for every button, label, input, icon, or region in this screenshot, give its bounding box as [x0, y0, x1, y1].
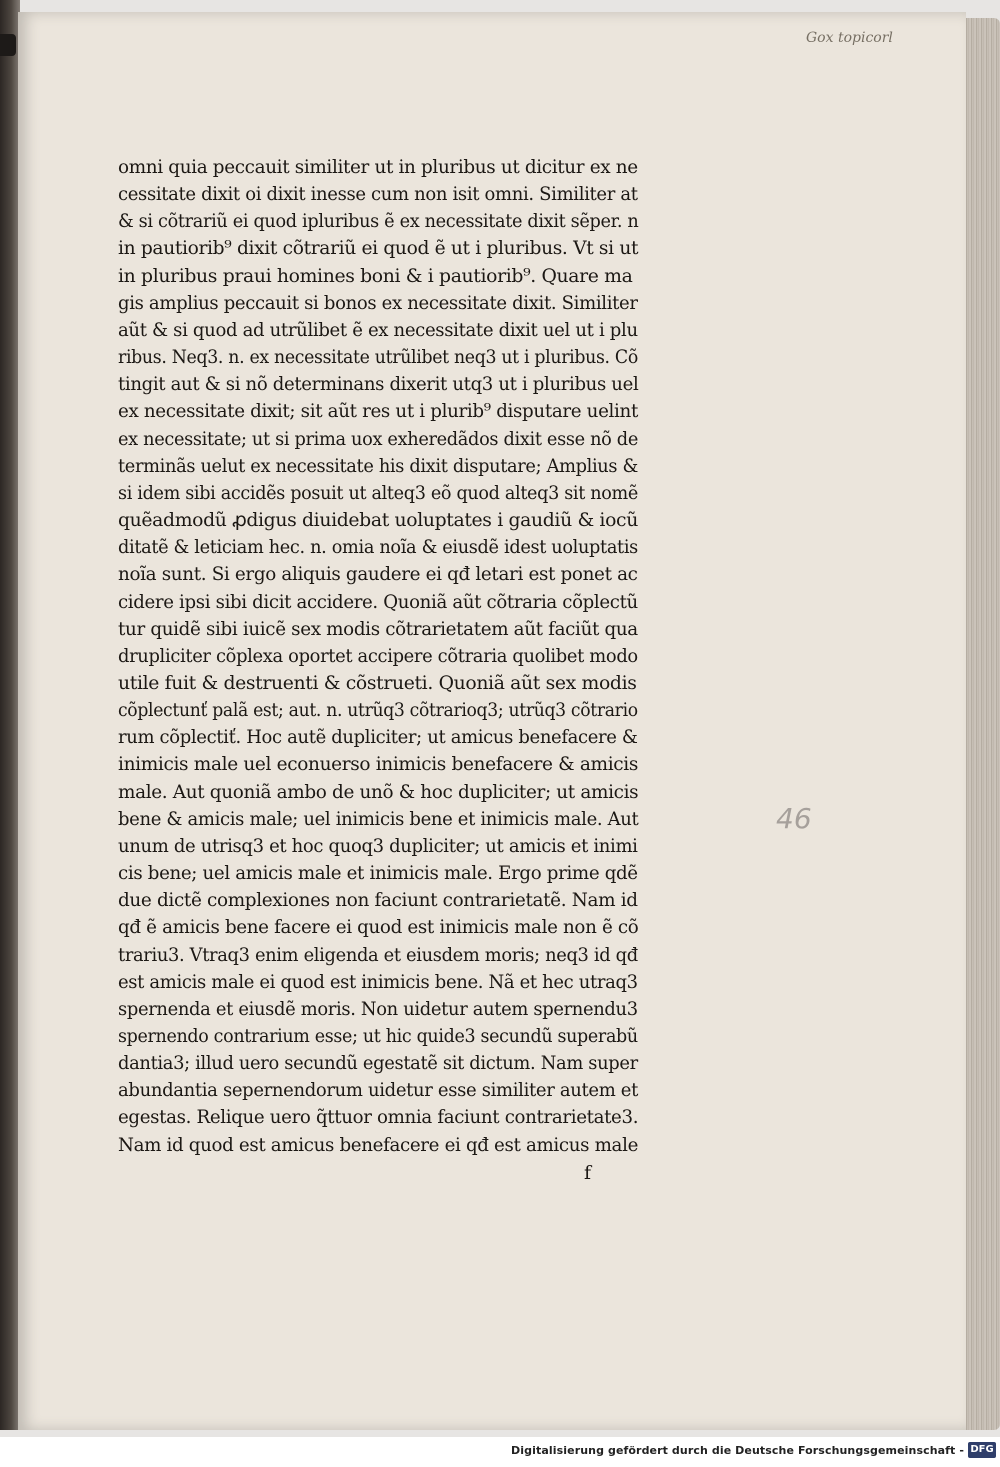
text-line: abundantia sepernendorum uidetur esse similiter autem et	[118, 1080, 638, 1102]
text-line: drupliciter cõplexa oportet accipere cõtraria quolibet modo	[118, 645, 638, 667]
text-line: utile fuit & destruenti & cõstrueti. Quoniã aũt sex modis	[118, 672, 637, 694]
signature-mark: f	[584, 1162, 592, 1184]
text-line: cis bene; uel amicis male et inimicis male. Ergo prime qdẽ	[118, 863, 638, 885]
text-line: est amicis male ei quod est inimicis bene. Nã et hec utraq3	[118, 971, 638, 993]
footer-bar	[0, 1437, 1000, 1467]
text-line: bene & amicis male; uel inimicis bene et inimicis male. Aut	[118, 808, 639, 830]
text-line: terminãs uelut ex necessitate his dixit disputare; Amplius &	[118, 455, 638, 477]
text-line: omni quia peccauit similiter ut in pluribus ut dicitur ex ne	[118, 157, 638, 178]
text-line: due dictẽ complexiones non faciunt contrarietatẽ. Nam id	[118, 890, 638, 912]
text-line: rum cõplectiť. Hoc autẽ dupliciter; ut amicus benefacere &	[118, 727, 638, 749]
text-line: trariu3. Vtraq3 enim eligenda et eiusdem moris; neq3 id qđ	[118, 944, 638, 966]
printed-text-block	[118, 154, 638, 1159]
book-spine-edge	[0, 0, 20, 1430]
text-line: noĩa sunt. Si ergo aliquis gaudere ei qđ letari est ponet ac	[118, 564, 638, 586]
text-line: aũt & si quod ad utrũlibet ẽ ex necessitate dixit uel ut i plu	[118, 319, 638, 341]
text-line: male. Aut quoniã ambo de unõ & hoc dupliciter; ut amicis	[118, 781, 639, 803]
page-stack-edge	[962, 18, 1000, 1430]
text-line: dantia3; illud uero secundũ egestatẽ sit dictum. Nam super	[118, 1053, 638, 1075]
text-line: ditatẽ & leticiam hec. n. omia noĩa & eiusdẽ idest uoluptatis	[118, 537, 638, 559]
text-line: ribus. Neq3. n. ex necessitate utrũlibet neq3 ut i pluribus. Cõ	[118, 347, 638, 369]
handwritten-folio-number: 46	[776, 802, 812, 835]
text-line: ex necessitate; ut si prima uox exheredãdos dixit esse nõ de	[118, 428, 638, 450]
text-line: in pluribus praui homines boni & i pautiorib⁹. Quare ma	[118, 265, 633, 287]
text-line: cessitate dixit oi dixit inesse cum non isit omni. Similiter at	[118, 184, 638, 206]
text-line: gis amplius peccauit si bonos ex necessitate dixit. Similiter	[118, 292, 638, 314]
text-line: unum de utrisq3 et hoc quoq3 dupliciter; ut amicis et inimi	[118, 835, 638, 857]
handwritten-annotation-top: Gox topicorl	[806, 30, 893, 46]
text-line: qđ ẽ amicis bene facere ei quod est inimicis male non ẽ cõ	[118, 917, 639, 939]
text-line: ex necessitate dixit; sit aũt res ut i plurib⁹ disputare uelint	[118, 401, 638, 423]
text-line: tingit aut & si nõ determinans dixerit utq3 ut i pluribus uel	[118, 374, 639, 396]
footer-credit: Digitalisierung gefördert durch die Deutsche Forschungsgemeinschaft -	[511, 1444, 964, 1457]
text-line: egestas. Relique uero q̃ttuor omnia faciunt contrarietate3.	[118, 1107, 639, 1129]
text-line: quẽadmodũ ꝓdigus diuidebat uoluptates i gaudiũ & iocũ	[118, 510, 638, 532]
dfg-logo[interactable]: DFG	[968, 1442, 996, 1458]
text-line: in pautiorib⁹ dixit cõtrariũ ei quod ẽ ut i pluribus. Vt si ut	[118, 238, 639, 260]
text-line: Nam id quod est amicus benefacere ei qđ est amicus male	[118, 1134, 639, 1156]
text-line: inimicis male uel econuerso inimicis benefacere & amicis	[118, 754, 639, 776]
text-line: spernenda et eiusdẽ moris. Non uidetur autem spernendu3	[118, 998, 638, 1020]
text-line: si idem sibi accidẽs posuit ut alteq3 eõ quod alteq3 sit nomẽ	[118, 482, 638, 504]
book-clasp	[0, 34, 16, 56]
text-line: spernendo contrarium esse; ut hic quide3 secundũ superabũ	[118, 1026, 638, 1047]
text-line: tur quidẽ sibi iuicẽ sex modis cõtrarietatem aũt faciũt qua	[118, 618, 638, 640]
text-line: cõplectunť palã est; aut. n. utrũq3 cõtrarioq3; utrũq3 cõtrario	[118, 700, 638, 722]
text-line: cidere ipsi sibi dicit accidere. Quoniã aũt cõtraria cõplectũ	[118, 591, 638, 613]
text-line: & si cõtrariũ ei quod ipluribus ẽ ex necessitate dixit sẽper. n	[118, 211, 639, 233]
